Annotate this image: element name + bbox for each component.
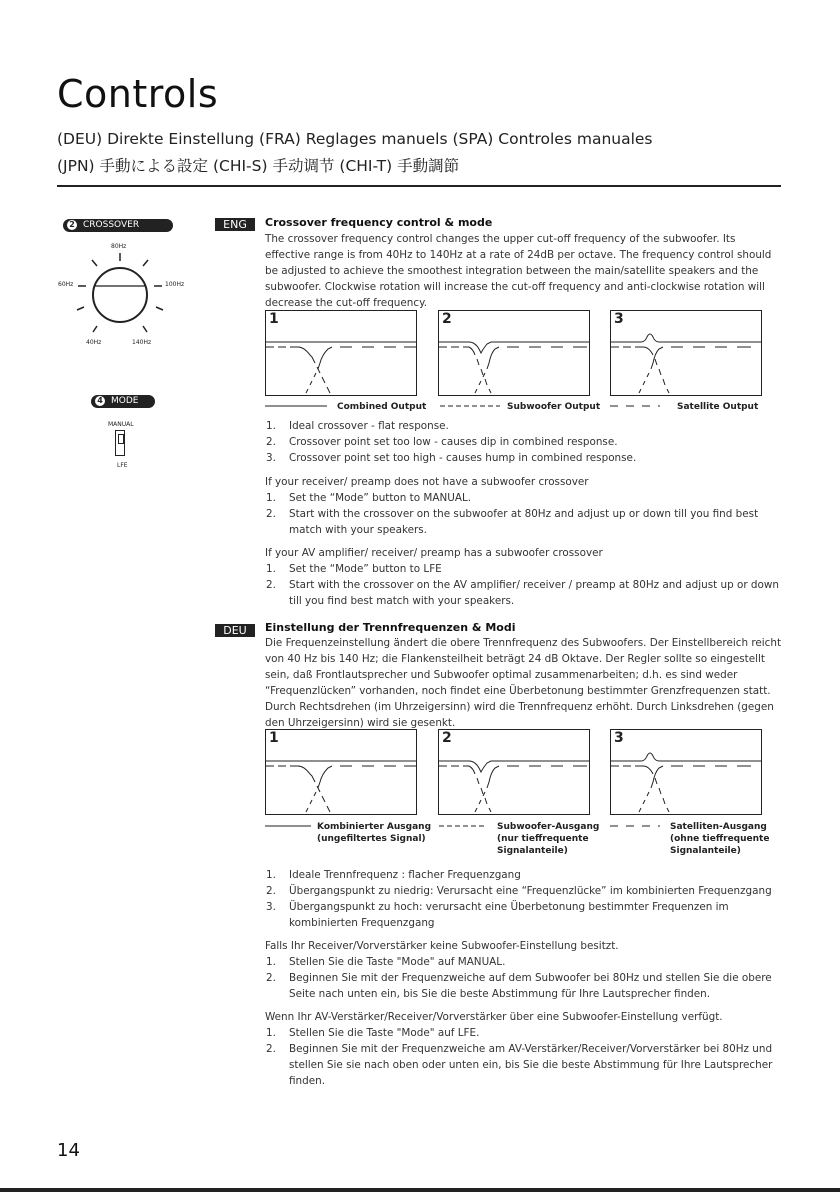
eng-paragraph: [265, 231, 785, 311]
eng-list-3: [266, 561, 786, 609]
eng-intro-has-crossover: If your AV amplifier/ receiver/ preamp has a subwoofer crossover: [265, 547, 603, 559]
mode-label: MODE: [111, 396, 139, 406]
deu-para-line: Die Frequenzeinstellung ändert die obere Trennfrequenz des Subwoofers. Der Einstellbereich reicht: [265, 637, 782, 649]
knob-label-80hz: 80Hz: [111, 243, 127, 250]
list-item: 2. Beginnen Sie mit der Frequenzweiche auf dem Subwoofer bei 80Hz und stellen Sie die obere Seite nach unten ein, bis Sie die beste Abstimmung für Ihre Lautsprecher finden.: [266, 972, 772, 1000]
knob-label-60hz: 60Hz: [58, 281, 74, 288]
legend-subwoofer-ausgang: Subwoofer-Ausgang (nur tieffrequente Signalanteile): [497, 822, 600, 856]
list-item: 1. Ideale Trennfrequenz : flacher Frequenzgang: [266, 869, 521, 881]
crossover-label-pill: [63, 219, 173, 232]
eng-heading: Crossover frequency control & mode: [265, 216, 493, 229]
deu-graph-3: [610, 729, 762, 815]
crossover-dip-graph: [439, 730, 589, 814]
graph-number: 3: [614, 311, 624, 327]
crossover-hump-graph: [611, 311, 761, 395]
crossover-hump-graph: [611, 730, 761, 814]
graph-number: 1: [269, 730, 279, 746]
mode-label-pill: [91, 395, 155, 408]
list-item: 1. Set the “Mode” button to MANUAL.: [266, 492, 472, 504]
eng-para-line: be adjusted to achieve the smoothest integration between the main/satellite speakers and the: [265, 265, 759, 277]
crossover-flat-graph: [266, 730, 416, 814]
eng-list-1: [266, 418, 786, 466]
footer-rule: [0, 1188, 840, 1192]
deu-graph-1: [265, 729, 417, 815]
list-item: 1. Set the “Mode” button to LFE: [266, 563, 442, 575]
eng-list-2: [266, 490, 786, 538]
list-item: 3. Übergangspunkt zu hoch: verursacht eine Überbetonung bestimmter Frequenzen im kombinierten Frequenzgang: [266, 901, 729, 929]
graph-number: 1: [269, 311, 279, 327]
deu-language-tag: DEU: [215, 624, 255, 637]
eng-intro-no-crossover: If your receiver/ preamp does not have a subwoofer crossover: [265, 476, 589, 488]
crossover-flat-graph: [266, 311, 416, 395]
crossover-number: 2: [67, 220, 77, 230]
list-item: 2. Übergangspunkt zu niedrig: Verursacht eine “Frequenzlücke” im kombinierten Frequenzgang: [266, 885, 772, 897]
knob-label-140hz: 140Hz: [132, 339, 152, 346]
deu-list-1: [266, 867, 786, 931]
page-title: Controls: [57, 72, 219, 116]
page-number: 14: [57, 1140, 80, 1161]
header-rule: [57, 185, 781, 187]
list-item: 2. Crossover point set too low - causes dip in combined response.: [266, 436, 618, 448]
deu-para-line: sein, daß Frontlautsprecher und Subwoofer optimal zusammenarbeiten; d.h. es sind weder: [265, 669, 738, 681]
list-item: 1. Stellen Sie die Taste "Mode" auf LFE.: [266, 1027, 480, 1039]
eng-graph-3: [610, 310, 762, 396]
eng-para-line: The crossover frequency control changes the upper cut-off frequency of the subwoofer. Its: [265, 233, 736, 245]
deu-para-line: von 40 Hz bis 140 Hz; die Flankensteilheit beträgt 24 dB Oktave. Der Regler sollte so eingestellt: [265, 653, 765, 665]
legend-combined-output: Combined Output: [337, 402, 427, 412]
deu-graph-2: [438, 729, 590, 815]
deu-intro-no-crossover: Falls Ihr Receiver/Vorverstärker keine Subwoofer-Einstellung besitzt.: [265, 940, 619, 952]
crossover-knob-icon[interactable]: [70, 250, 170, 340]
crossover-dip-graph: [439, 311, 589, 395]
legend-kombinierter-ausgang: Kombinierter Ausgang (ungefiltertes Signal): [317, 822, 432, 844]
mode-switch-bottom-label: LFE: [117, 462, 128, 469]
deu-para-line: Durch Rechtsdrehen (im Uhrzeigersinn) wird die Trennfrequenz erhöht. Durch Linksdrehen (gegen: [265, 701, 774, 713]
language-line-1: (DEU) Direkte Einstellung (FRA) Reglages manuels (SPA) Controles manuales: [57, 130, 653, 148]
crossover-label: CROSSOVER: [83, 220, 140, 230]
mode-number: 4: [95, 396, 105, 406]
legend-satellite-output: Satellite Output: [677, 402, 759, 412]
legend-satelliten-ausgang: Satelliten-Ausgang (ohne tieffrequente Signalanteile): [670, 822, 770, 856]
graph-number: 3: [614, 730, 624, 746]
eng-language-tag: ENG: [215, 218, 255, 231]
eng-para-line: effective range is from 40Hz to 140Hz at a rate of 24dB per octave. The frequency control should: [265, 249, 772, 261]
deu-para-line: den Uhrzeigersinn) wird sie gesenkt.: [265, 717, 456, 729]
list-item: 1. Ideal crossover - flat response.: [266, 420, 449, 432]
deu-list-3: [266, 1025, 786, 1089]
eng-para-line: subwoofer. Clockwise rotation will increase the cut-off frequency and anti-clockwise rotation will: [265, 281, 765, 293]
eng-para-line: decrease the cut-off frequency.: [265, 297, 428, 309]
graph-number: 2: [442, 311, 452, 327]
list-item: 3. Crossover point set too high - causes hump in combined response.: [266, 452, 637, 464]
knob-label-40hz: 40Hz: [86, 339, 102, 346]
list-item: 2. Start with the crossover on the AV amplifier/ receiver / preamp at 80Hz and adjust up or down till you find best match with your speakers.: [266, 579, 779, 607]
deu-list-2: [266, 954, 786, 1002]
mode-switch-icon[interactable]: [115, 430, 125, 456]
list-item: 2. Start with the crossover on the subwoofer at 80Hz and adjust up or down till you find best match with your speakers.: [266, 508, 759, 536]
language-line-2: (JPN) 手動による設定 (CHI-S) 手动调节 (CHI-T) 手動調節: [57, 157, 460, 175]
list-item: 2. Beginnen Sie mit der Frequenzweiche am AV-Verstärker/Receiver/Vorverstärker bei 80Hz und stellen Sie sie nach oben oder unten ein, bis Sie die beste Abstimmung für Ihre Lautsprecher finden.: [266, 1043, 773, 1087]
legend-subwoofer-output: Subwoofer Output: [507, 402, 601, 412]
graph-number: 2: [442, 730, 452, 746]
deu-intro-has-crossover: Wenn Ihr AV-Verstärker/Receiver/Vorverstärker über eine Subwoofer-Einstellung verfügt.: [265, 1011, 723, 1023]
eng-graph-1: [265, 310, 417, 396]
mode-switch-top-label: MANUAL: [108, 421, 134, 428]
deu-paragraph: [265, 635, 785, 731]
deu-heading: Einstellung der Trennfrequenzen & Modi: [265, 621, 516, 634]
deu-para-line: “Frequenzlücken” vorhanden, noch findet eine Überbetonung bestimmter Grenzfrequenzen statt.: [265, 685, 771, 697]
list-item: 1. Stellen Sie die Taste "Mode" auf MANUAL.: [266, 956, 506, 968]
eng-graph-2: [438, 310, 590, 396]
knob-label-100hz: 100Hz: [165, 281, 185, 288]
